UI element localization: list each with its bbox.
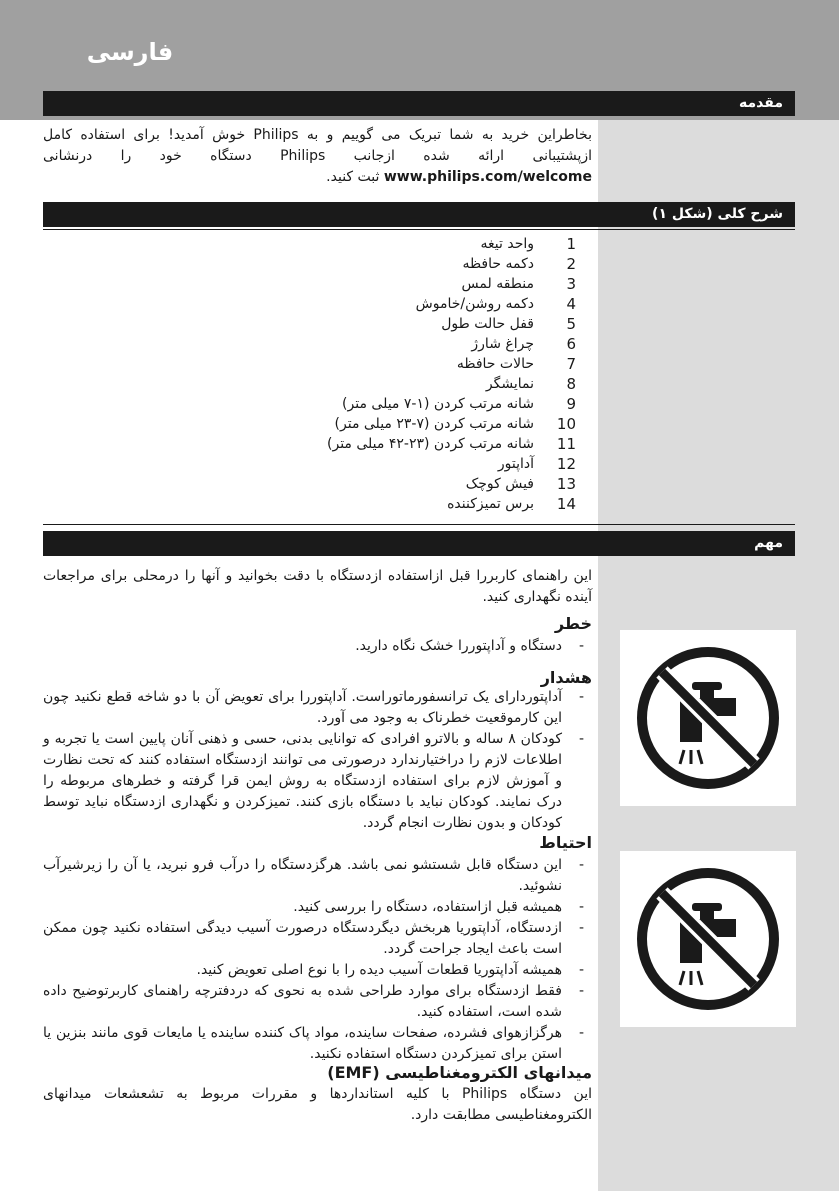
intro-text-part1: بخاطراین خرید به شما تبریک می گوییم و به Philips خوش آمدید! برای استفاده کامل ازپشتیبانی ارائه شده ازجانب Philips دستگاه خود را درنشانی — [43, 127, 592, 164]
important-heading: مهم — [754, 535, 783, 551]
emf-heading — [43, 1063, 592, 1082]
part-number: 13 — [556, 475, 576, 493]
part-item — [43, 274, 592, 294]
part-item — [43, 414, 592, 434]
part-label: چراغ شارژ — [471, 336, 534, 352]
part-label: واحد تیغه — [480, 236, 534, 252]
part-number: 1 — [566, 235, 576, 253]
part-item — [43, 474, 592, 494]
intro-text-part2: ثبت کنید. — [326, 169, 380, 185]
emf-text: این دستگاه Philips با کلیه استانداردها و مقررات مربوط به تشعشعات میدانهای الکترومغناطیسی مطابقت دارد. — [43, 1086, 592, 1123]
parts-list-bottom-rule — [43, 524, 795, 525]
part-number: 7 — [566, 355, 576, 373]
important-text: این راهنمای کاربررا قبل ازاستفاده ازدستگاه با دقت بخوانید و آنها را درمحلی برای مراجعات آینده نگهداری کنید. — [43, 568, 592, 605]
caution-list — [43, 855, 592, 1065]
warning-item: - آداپتوردارای یک ترانسفورماتوراست. آداپتوررا برای تعویض آن با دو شاخه قطع نکنید چون این کارموقعیت خطرناک به وجود می آورد. — [43, 687, 592, 729]
part-number: 14 — [556, 495, 576, 513]
caution-list-container — [43, 855, 592, 1065]
part-item — [43, 234, 592, 254]
part-label: فیش کوچک — [465, 476, 534, 492]
overview-rule — [43, 229, 795, 230]
intro-text — [43, 125, 592, 188]
caution-item: - همیشه قبل ازاستفاده، دستگاه را بررسی کنید. — [43, 897, 592, 918]
part-label: شانه مرتب کردن (۷-۲۳ میلی متر) — [334, 416, 534, 432]
pictogram-box-2 — [620, 851, 796, 1027]
warning-item: - کودکان ۸ ساله و بالاترو افرادی که توانایی بدنی، حسی و ذهنی آنان پایین است یا تجربه و اطلاعات لازم را دراختیارندارد درصورتی می توانند ازدستگاه استفاده کنند که تحت نظارت و آموزش لازم برای استفاده ازدستگاه به روش ایمن قرا گرفته و خطرهای مربوطه را درک نمایند. کودکان نباید با دستگاه بازی کنند. تمیزکردن و نگهداری ازدستگاه نباید توسط کودکان و بدون نظارت انجام گردد. — [43, 729, 592, 834]
intro-heading-bar — [43, 91, 795, 116]
part-label: شانه مرتب کردن (۱-۷ میلی متر) — [342, 396, 534, 412]
part-label: آداپتور — [497, 456, 534, 472]
caution-heading: احتیاط — [539, 833, 592, 852]
part-label: قفل حالت طول — [441, 316, 534, 332]
important-heading-bar — [43, 531, 795, 556]
part-number: 6 — [566, 335, 576, 353]
part-number: 8 — [566, 375, 576, 393]
part-label: منطقه لمس — [461, 276, 534, 292]
warning-list — [43, 687, 592, 834]
part-number: 10 — [556, 415, 576, 433]
part-item — [43, 394, 592, 414]
caution-item: - همیشه آداپتوریا قطعات آسیب دیده را با نوع اصلی تعویض کنید. — [43, 960, 592, 981]
danger-list-container — [43, 636, 592, 657]
part-item — [43, 294, 592, 314]
intro-heading: مقدمه — [739, 95, 783, 111]
part-number: 9 — [566, 395, 576, 413]
no-water-tap-icon — [620, 851, 796, 1027]
part-label: حالات حافظه — [456, 356, 534, 372]
caution-item: - فقط ازدستگاه برای موارد طراحی شده به نحوی که دردفترچه راهنمای کاربرتوضیح داده شده است، استفاده کنید. — [43, 981, 592, 1023]
danger-item: - دستگاه و آداپتوررا خشک نگاه دارید. — [43, 636, 592, 657]
overview-heading-bar — [43, 202, 795, 227]
no-water-tap-icon — [620, 630, 796, 806]
part-number: 12 — [556, 455, 576, 473]
part-label: برس تمیزکننده — [447, 496, 534, 512]
part-item — [43, 254, 592, 274]
part-number: 4 — [566, 295, 576, 313]
caution-item: - هرگزازهوای فشرده، صفحات ساینده، مواد پاک کننده ساینده یا مایعات قوی مانند بنزین یا استن برای تمیزکردن دستگاه استفاده نکنید. — [43, 1023, 592, 1065]
part-item — [43, 374, 592, 394]
parts-list — [43, 234, 592, 514]
part-number: 11 — [556, 435, 576, 453]
part-label: نمایشگر — [485, 376, 534, 392]
danger-list — [43, 636, 592, 657]
part-item — [43, 494, 592, 514]
caution-item: - ازدستگاه، آداپتوریا هربخش دیگردستگاه درصورت آسیب دیدگی استفاده نکنید چون ممکن است باعث ایجاد جراحت گردد. — [43, 918, 592, 960]
caution-item: - این دستگاه قابل شستشو نمی باشد. هرگزدستگاه را درآب فرو نبرید، یا آن را زیرشیرآب نشوئید. — [43, 855, 592, 897]
part-number: 5 — [566, 315, 576, 333]
part-item — [43, 454, 592, 474]
parts-list-container — [43, 234, 592, 514]
part-item — [43, 334, 592, 354]
pictogram-box-1 — [620, 630, 796, 806]
part-item — [43, 354, 592, 374]
part-item — [43, 314, 592, 334]
part-item — [43, 434, 592, 454]
warning-heading: هشدار — [540, 668, 592, 687]
danger-heading: خطر — [554, 614, 592, 633]
overview-heading: شرح کلی (شکل ۱) — [652, 206, 783, 222]
emf-heading-text: میدانهای الکترومغناطیسی (EMF) — [327, 1063, 592, 1082]
part-number: 2 — [566, 255, 576, 273]
warning-list-container — [43, 687, 592, 834]
part-label: شانه مرتب کردن (۲۳-۴۲ میلی متر) — [327, 436, 534, 452]
language-title: فارسی — [86, 38, 174, 66]
welcome-url-link[interactable]: www.philips.com/welcome — [383, 169, 592, 185]
part-number: 3 — [566, 275, 576, 293]
part-label: دکمه روشن/خاموش — [415, 296, 534, 312]
part-label: دکمه حافظه — [462, 256, 534, 272]
